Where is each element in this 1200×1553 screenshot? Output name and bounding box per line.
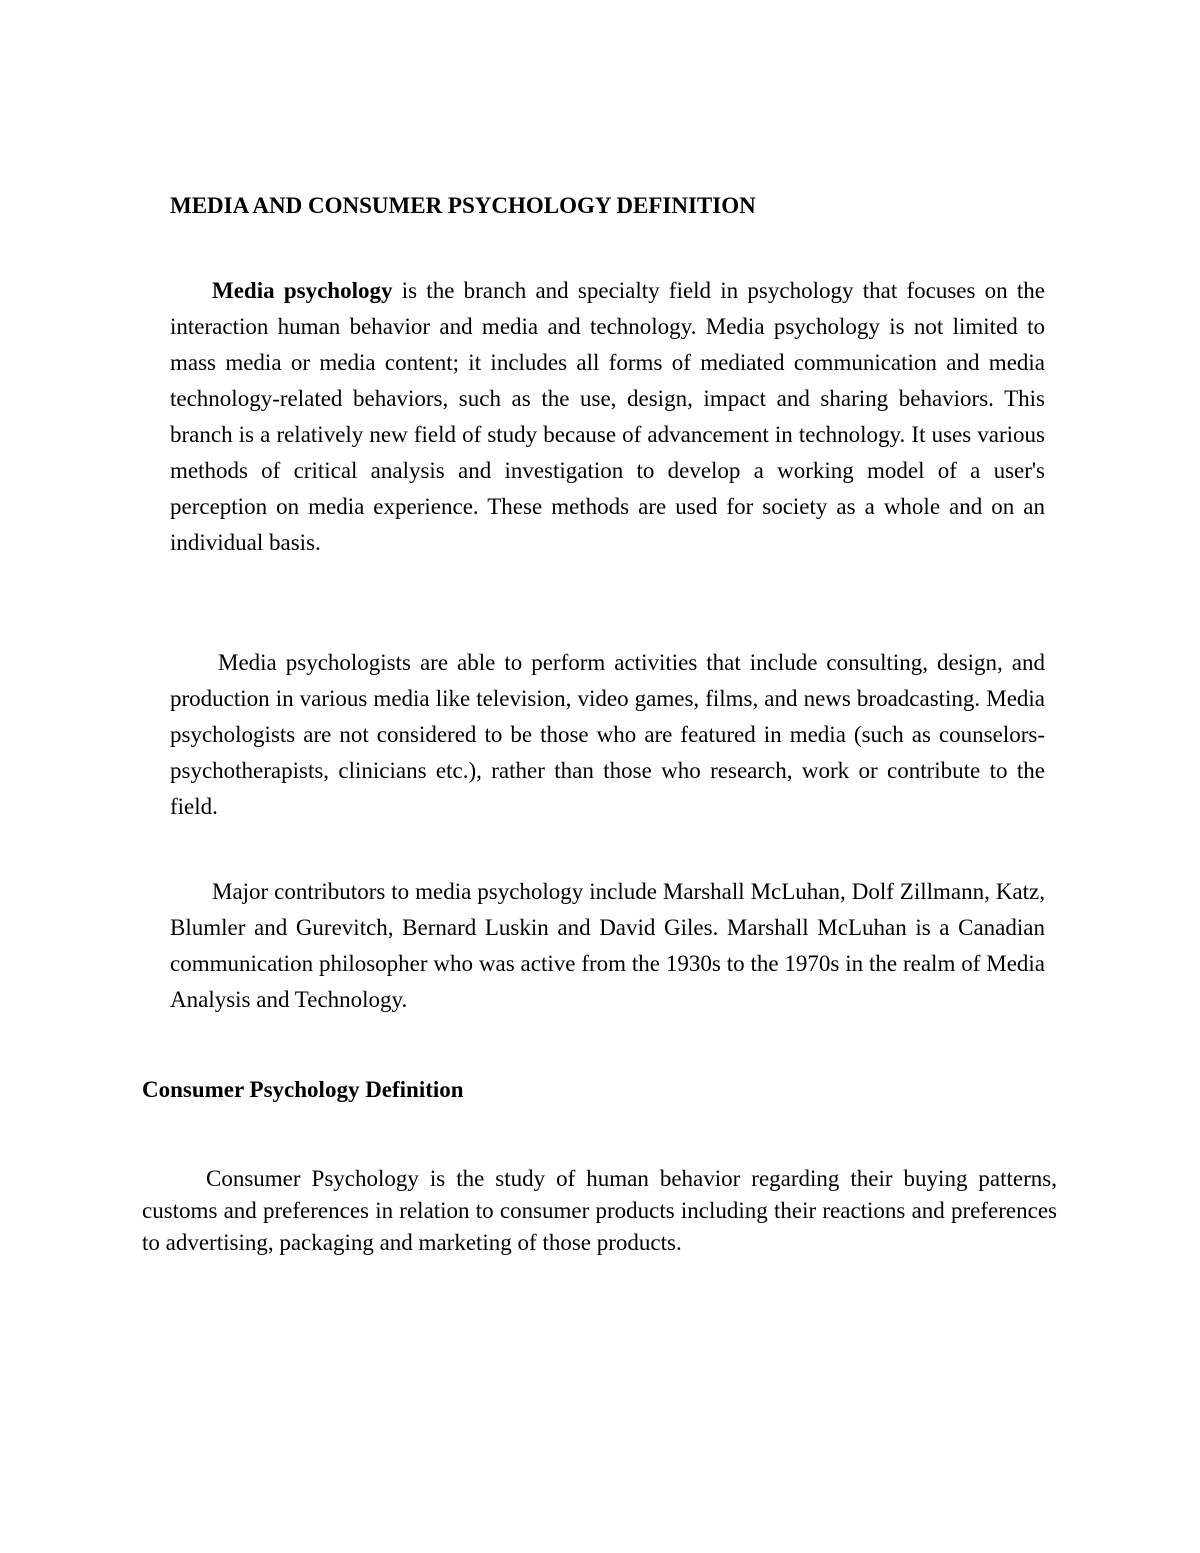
- document-title: MEDIA AND CONSUMER PSYCHOLOGY DEFINITION: [170, 193, 756, 218]
- media-psychologists-paragraph: Media psychologists are able to perform activities that include consulting, design, and production in various media like television, video games, films, and news broadcasting. Media psychologists are not considered to be those who are featured in media (such as counselors-psychotherapists, clinicians etc.), rather than those who research, work or contribute to the field.: [170, 650, 1045, 819]
- media-psychology-paragraph: [170, 273, 1045, 561]
- consumer-psychology-paragraph: Consumer Psychology is the study of human behavior regarding their buying patterns, customs and preferences in relation to consumer products including their reactions and preferences to advertising, packaging and marketing of those products.: [142, 1166, 1057, 1255]
- media-psychology-term: Media psychology: [212, 278, 393, 303]
- media-psychology-definition: is the branch and specialty field in psychology that focuses on the interaction human behavior and media and technology. Media psychology is not limited to mass media or media content; it includes all forms of mediated communication and media technology-related behaviors, such as the use, design, impact and sharing behaviors. This branch is a relatively new field of study because of advancement in technology. It uses various methods of critical analysis and investigation to develop a working model of a user's perception on media experience. These methods are used for society as a whole and on an individual basis.: [170, 278, 1046, 555]
- consumer-psychology-heading: Consumer Psychology Definition: [142, 1077, 464, 1102]
- major-contributors-paragraph: Major contributors to media psychology include Marshall McLuhan, Dolf Zillmann, Katz, Blumler and Gurevitch, Bernard Luskin and David Giles. Marshall McLuhan is a Canadian communication philosopher who was active from the 1930s to the 1970s in the realm of Media Analysis and Technology.: [170, 879, 1045, 1012]
